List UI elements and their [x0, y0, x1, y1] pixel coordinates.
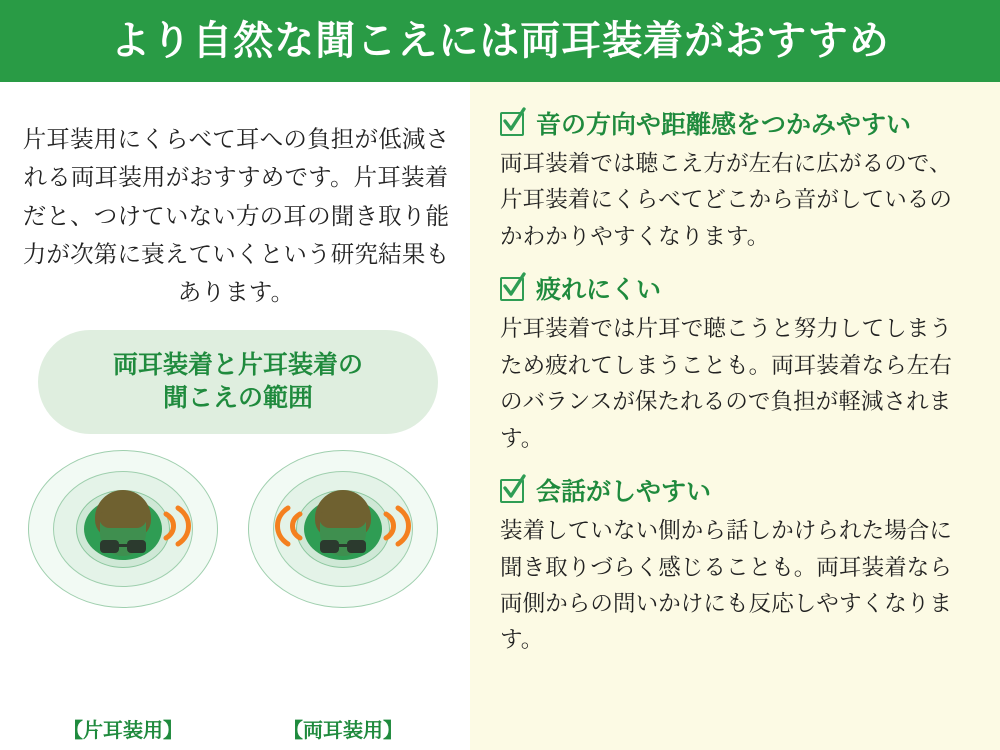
- glasses-bridge: [119, 544, 127, 547]
- benefit-title: 音の方向や距離感をつかみやすい: [536, 111, 912, 139]
- glasses-icon: [320, 540, 366, 553]
- left-panel: [0, 82, 470, 750]
- glasses-lens-right: [347, 540, 366, 553]
- sound-waves-right-icon: [160, 500, 204, 552]
- lead-paragraph: 片耳装用にくらべて耳への負担が低減される両耳装用がおすすめです。片耳装着だと、つけていない方の耳の聞き取り能力が次第に衰えていくという研究結果もあります。: [22, 126, 450, 306]
- benefit-body: 片耳装着では片耳で聴こうと努力してしまうため疲れてしまうことも。両耳装着なら左右のバランスが保たれるので負担が軽減されます。: [500, 316, 953, 451]
- glasses-lens-left: [100, 540, 119, 553]
- sound-waves-left-icon: [262, 500, 306, 552]
- hearing-range-label-line2: 聞こえの範囲: [162, 384, 313, 412]
- benefit-body: 装着していない側から話しかけられた場合に聞き取りづらく感じることも。両耳装着なら両側からの問いかけにも反応しやすくなります。: [500, 518, 953, 653]
- glasses-lens-right: [127, 540, 146, 553]
- figure-monaural: [18, 442, 228, 742]
- benefit-body: 両耳装着では聴こえ方が左右に広がるので、片耳装着にくらべてどこから音がしているのかわかりやすくなります。: [500, 151, 953, 249]
- fringe: [99, 512, 147, 528]
- benefit-title: 会話がしやすい: [536, 478, 712, 507]
- benefit-item: [500, 275, 970, 457]
- person-head: [91, 490, 155, 568]
- benefit-heading: [500, 275, 970, 305]
- figure-caption-binaural: 【両耳装用】: [283, 720, 403, 742]
- checkbox-check-icon: [500, 277, 526, 303]
- glasses-lens-left: [320, 540, 339, 553]
- page-title: より自然な聞こえには両耳装着がおすすめ: [110, 19, 890, 63]
- hearing-range-label: [38, 330, 438, 434]
- benefit-heading: [500, 110, 970, 140]
- benefits-panel: [470, 82, 1000, 750]
- benefit-item: [500, 110, 970, 255]
- figure-caption-monaural: 【片耳装用】: [63, 720, 183, 742]
- checkbox-check-icon: [500, 112, 526, 138]
- figure-binaural: [238, 442, 448, 742]
- benefit-item: [500, 477, 970, 659]
- fringe: [319, 512, 367, 528]
- header-banner: [0, 0, 1000, 82]
- person-head: [311, 490, 375, 568]
- glasses-bridge: [339, 544, 347, 547]
- glasses-icon: [100, 540, 146, 553]
- benefit-heading: [500, 477, 970, 507]
- checkbox-check-icon: [500, 479, 526, 505]
- sound-waves-right-icon: [380, 500, 424, 552]
- hearing-range-label-line1: 両耳装着と片耳装着の: [112, 351, 363, 379]
- hearing-range-illustration: [0, 442, 470, 750]
- benefit-title: 疲れにくい: [536, 276, 662, 305]
